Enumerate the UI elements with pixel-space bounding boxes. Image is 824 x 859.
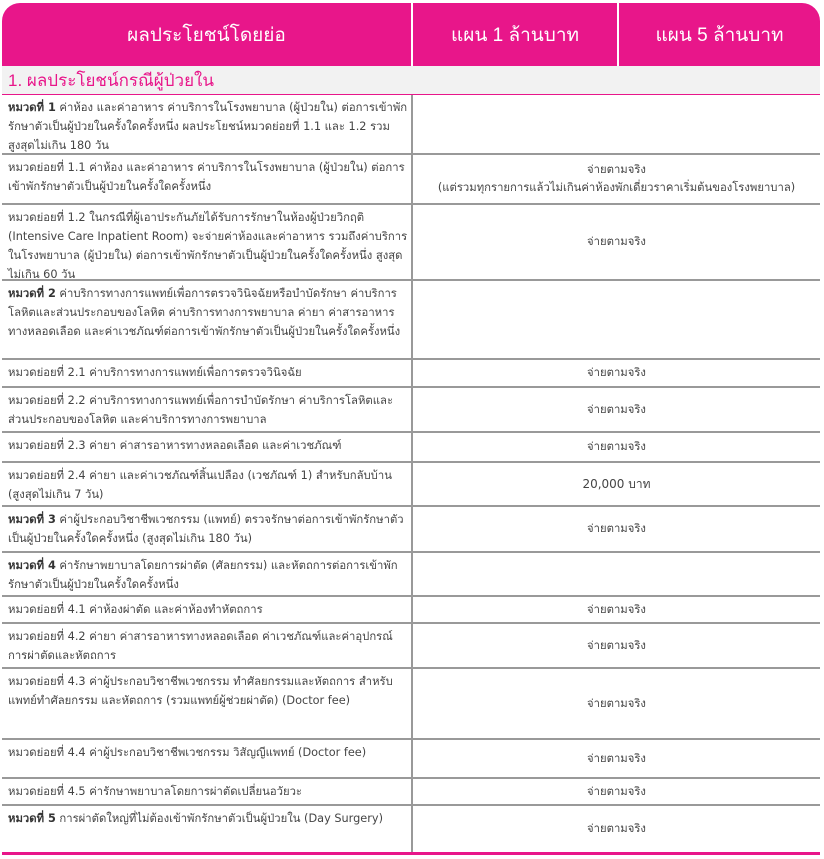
value-text: จ่ายตามจริง bbox=[587, 163, 646, 176]
table-row bbox=[2, 360, 820, 388]
table-row bbox=[2, 95, 820, 155]
table-row bbox=[2, 553, 820, 597]
value-text: 20,000 บาท bbox=[582, 477, 651, 491]
benefit-label bbox=[2, 360, 413, 386]
benefit-value bbox=[413, 740, 820, 777]
benefit-label bbox=[2, 155, 413, 203]
header-plan-5m: แผน 5 ล้านบาท bbox=[655, 24, 784, 46]
benefit-label bbox=[2, 281, 413, 358]
benefit-text: หมวดย่อยที่ 4.2 ค่ายา ค่าสารอาหารทางหลอดเลือด ค่าเวชภัณฑ์และค่าอุปกรณ์การผ่าตัดและหัตถการ bbox=[8, 630, 393, 662]
benefit-value bbox=[413, 433, 820, 461]
benefit-value bbox=[413, 95, 820, 153]
table-row bbox=[2, 740, 820, 779]
table-row bbox=[2, 205, 820, 281]
table-body bbox=[2, 95, 820, 855]
benefit-text: หมวดย่อยที่ 1.1 ค่าห้อง และค่าอาหาร ค่าบริการในโรงพยาบาล (ผู้ป่วยใน) ต่อการเข้าพักรักษาตัวเป็นผู้ป่วยในครั้งใดครั้งหนึ่ง bbox=[8, 161, 405, 193]
benefit-text: ค่ารักษาพยาบาลโดยการผ่าตัด (ศัลยกรรม) และหัตถการต่อการเข้าพักรักษาตัวเป็นผู้ป่วยในครั้งใดครั้งหนึ่ง bbox=[8, 559, 398, 591]
header-plan-1m: แผน 1 ล้านบาท bbox=[413, 3, 619, 66]
benefit-text: การผ่าตัดใหญ่ที่ไม่ต้องเข้าพักรักษาตัวเป็นผู้ป่วยใน (Day Surgery) bbox=[55, 812, 383, 825]
benefit-text: ค่าบริการทางการแพทย์เพื่อการตรวจวินิจฉัยหรือบำบัดรักษา ค่าบริการโลหิตและส่วนประกอบของโลหิต ค่าบริการทางการพยาบาล ค่ายา ค่าสารอาหารทางหลอดเลือด และค่าเวชภัณฑ์ต่อการเข้าพักรักษาตัวเป็นผู้ป่วยในครั้งใดครั้งหนึ่ง bbox=[8, 287, 401, 338]
table-row bbox=[2, 155, 820, 205]
benefit-value bbox=[413, 553, 820, 595]
benefit-text: หมวดย่อยที่ 4.3 ค่าผู้ประกอบวิชาชีพเวชกรรม ทำศัลยกรรมและหัตถการ สำหรับแพทย์ทำศัลยกรรม และหัตถการ (รวมแพทย์ผู้ช่วยผ่าตัด) (Doctor fee) bbox=[8, 675, 393, 707]
category-title: หมวดที่ 2 bbox=[8, 287, 56, 300]
benefit-label bbox=[2, 669, 413, 738]
benefit-value bbox=[413, 360, 820, 386]
benefit-label bbox=[2, 507, 413, 551]
benefit-label bbox=[2, 388, 413, 431]
benefit-text: หมวดย่อยที่ 2.2 ค่าบริการทางการแพทย์เพื่อการบำบัดรักษา ค่าบริการโลหิตและส่วนประกอบของโลหิต และค่าบริการทางการพยาบาล bbox=[8, 394, 394, 426]
category-title: หมวดที่ 4 bbox=[8, 559, 56, 572]
table-row bbox=[2, 507, 820, 553]
benefit-text: หมวดย่อยที่ 2.3 ค่ายา ค่าสารอาหารทางหลอดเลือด และค่าเวชภัณฑ์ bbox=[8, 439, 342, 452]
value-text: จ่ายตามจริง bbox=[587, 366, 646, 379]
header-summary: ผลประโยชน์โดยย่อ bbox=[2, 3, 413, 66]
category-title: หมวดที่ 3 bbox=[8, 513, 56, 526]
benefit-text: หมวดย่อยที่ 2.4 ค่ายา และค่าเวชภัณฑ์สิ้นเปลือง (เวชภัณฑ์ 1) สำหรับกลับบ้าน (สูงสุดไม่เกิน 7 วัน) bbox=[8, 469, 392, 501]
category-title: หมวดที่ 1 bbox=[8, 101, 56, 114]
benefits-table bbox=[2, 3, 820, 855]
table-row bbox=[2, 597, 820, 624]
benefit-text: หมวดย่อยที่ 4.5 ค่ารักษาพยาบาลโดยการผ่าตัดเปลี่ยนอวัยวะ bbox=[8, 785, 303, 798]
value-text: จ่ายตามจริง bbox=[587, 402, 646, 416]
table-row bbox=[2, 463, 820, 507]
benefit-value bbox=[413, 779, 820, 804]
category-title: หมวดที่ 5 bbox=[8, 812, 56, 825]
table-row bbox=[2, 779, 820, 806]
benefit-label bbox=[2, 463, 413, 505]
benefit-value bbox=[413, 806, 820, 852]
benefit-label bbox=[2, 740, 413, 777]
benefit-text: หมวดย่อยที่ 4.4 ค่าผู้ประกอบวิชาชีพเวชกรรม วิสัญญีแพทย์ (Doctor fee) bbox=[8, 746, 367, 759]
value-note: (แต่รวมทุกรายการแล้วไม่เกินค่าห้องพักเดี่ยวราคาเริ่มต้นของโรงพยาบาล) bbox=[437, 181, 796, 194]
section-title: 1. ผลประโยชน์กรณีผู้ป่วยใน bbox=[2, 66, 820, 95]
value-text: จ่ายตามจริง bbox=[587, 638, 646, 652]
value-text: จ่ายตามจริง bbox=[587, 696, 646, 710]
value-text: จ่ายตามจริง bbox=[587, 235, 646, 248]
benefit-value bbox=[413, 624, 820, 667]
table-row bbox=[2, 281, 820, 360]
benefit-label bbox=[2, 553, 413, 595]
benefit-text: หมวดย่อยที่ 2.1 ค่าบริการทางการแพทย์เพื่อการตรวจวินิจฉัย bbox=[8, 366, 302, 379]
value-text: จ่ายตามจริง bbox=[587, 602, 646, 616]
benefit-value bbox=[413, 155, 820, 203]
table-row bbox=[2, 388, 820, 433]
benefit-label bbox=[2, 205, 413, 279]
benefit-value bbox=[413, 669, 820, 738]
benefit-label bbox=[2, 624, 413, 667]
benefit-value bbox=[413, 388, 820, 431]
value-text: จ่ายตามจริง bbox=[587, 440, 646, 453]
benefit-text: ค่าผู้ประกอบวิชาชีพเวชกรรม (แพทย์) ตรวจรักษาต่อการเข้าพักรักษาตัวเป็นผู้ป่วยในครั้งใดครั้งหนึ่ง (สูงสุดไม่เกิน 180 วัน) bbox=[8, 513, 404, 545]
benefit-text: หมวดย่อยที่ 1.2 ในกรณีที่ผู้เอาประกันภัยได้รับการรักษาในห้องผู้ป่วยวิกฤติ (Intensive Care Inpatient Room) จะจ่ายค่าห้องและค่าอาหาร รวมถึงค่าบริการในโรงพยาบาล (ผู้ป่วยใน) ต่อการเข้าพักรักษาตัวเป็นผู้ป่วยในครั้งใดครั้งหนึ่ง สูงสุดไม่เกิน 60 วัน bbox=[8, 211, 408, 281]
benefit-label bbox=[2, 95, 413, 153]
benefit-value bbox=[413, 205, 820, 279]
table-row bbox=[2, 624, 820, 669]
benefit-label bbox=[2, 433, 413, 461]
benefit-label bbox=[2, 597, 413, 622]
value-text: จ่ายตามจริง bbox=[587, 751, 646, 765]
value-text: จ่ายตามจริง bbox=[587, 822, 646, 835]
table-row bbox=[2, 669, 820, 740]
table-row bbox=[2, 806, 820, 855]
benefit-text: หมวดย่อยที่ 4.1 ค่าห้องผ่าตัด และค่าห้องทำหัตถการ bbox=[8, 603, 263, 616]
benefit-label bbox=[2, 806, 413, 852]
benefit-value bbox=[413, 281, 820, 358]
table-header bbox=[2, 3, 820, 66]
benefit-value bbox=[413, 507, 820, 551]
benefit-label bbox=[2, 779, 413, 804]
benefit-value bbox=[413, 463, 820, 505]
benefit-value bbox=[413, 597, 820, 622]
value-text: จ่ายตามจริง bbox=[587, 522, 646, 535]
table-row bbox=[2, 433, 820, 463]
value-text: จ่ายตามจริง bbox=[587, 784, 646, 798]
benefit-text: ค่าห้อง และค่าอาหาร ค่าบริการในโรงพยาบาล (ผู้ป่วยใน) ต่อการเข้าพักรักษาตัวเป็นผู้ป่วยในครั้งใดครั้งหนึ่ง ผลประโยชน์หมวดย่อยที่ 1.1 และ 1.2 รวมสูงสุดไม่เกิน 180 วัน bbox=[8, 101, 408, 152]
